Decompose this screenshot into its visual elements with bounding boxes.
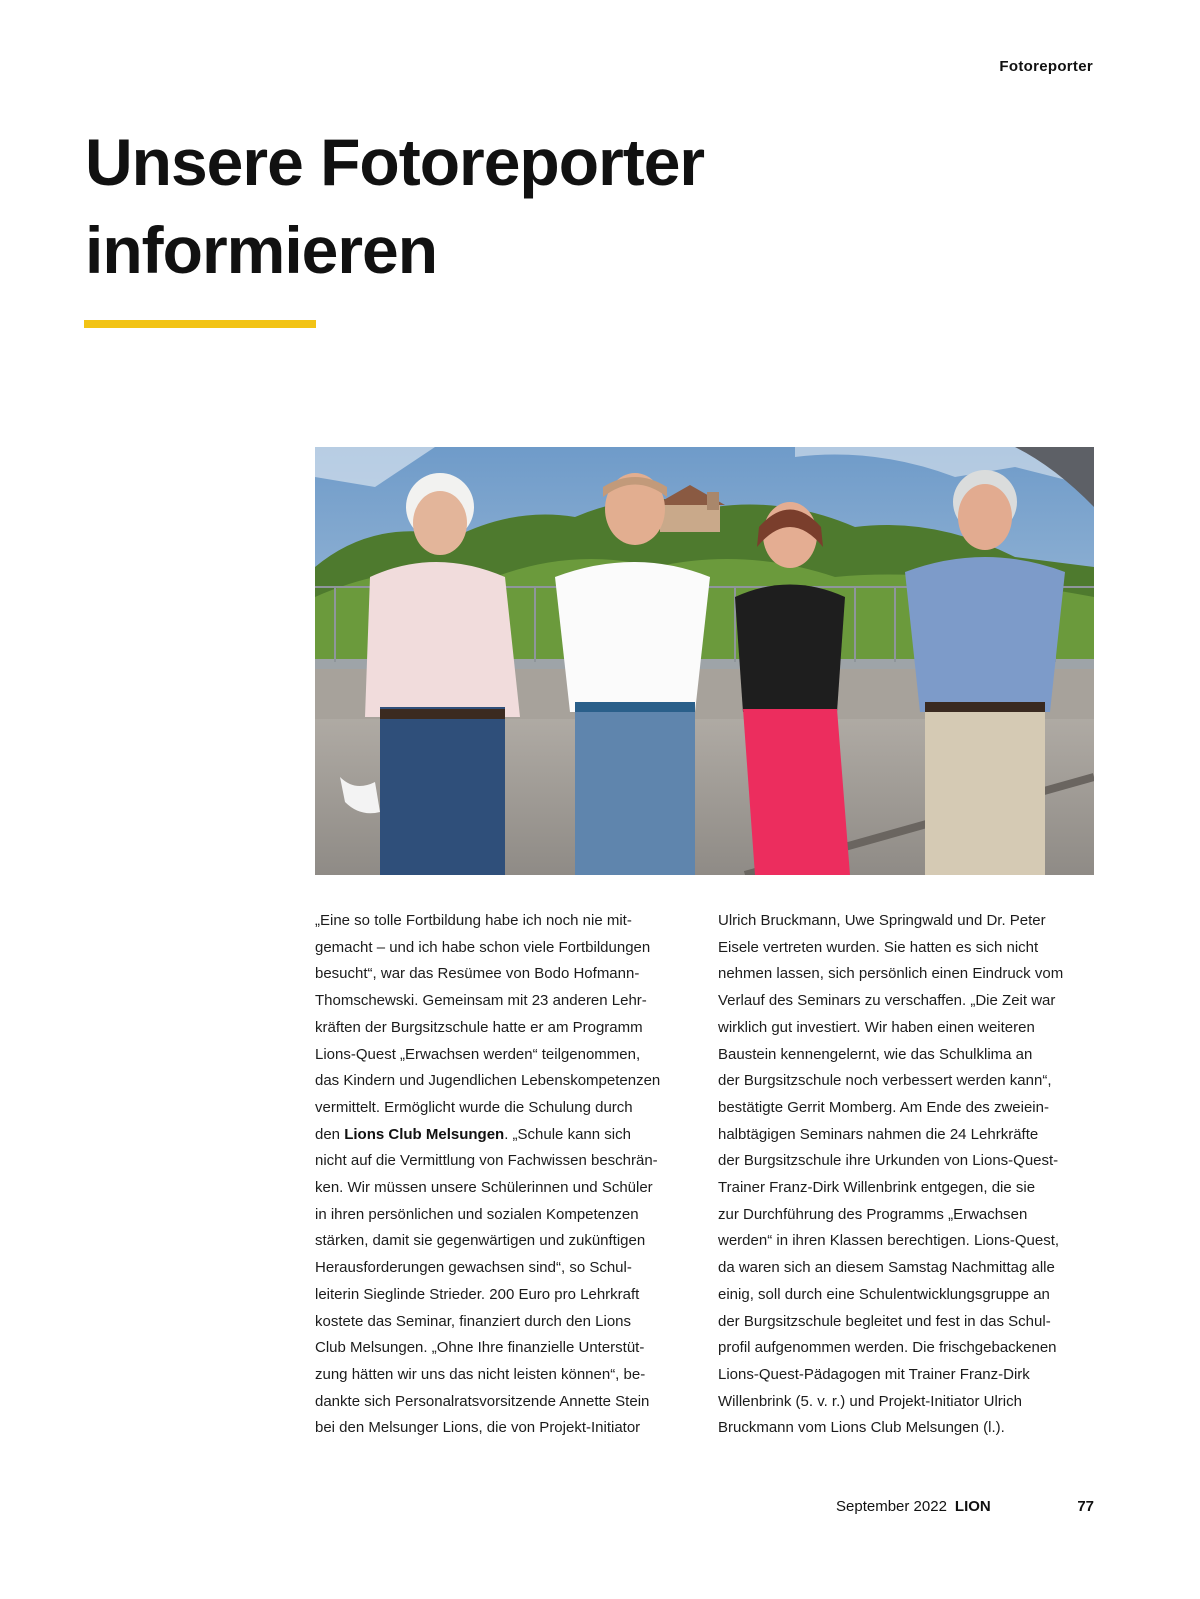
article-line: werden“ in ihren Klassen berechtigen. Lions-Quest,	[718, 1232, 1060, 1250]
group-photo	[315, 447, 1094, 875]
article-line: Eisele vertreten wurden. Sie hatten es sich nicht	[718, 938, 1039, 956]
title-line-2: informieren	[85, 213, 438, 287]
article-line: der Burgsitzschule ihre Urkunden von Lions-Quest-	[718, 1152, 1059, 1170]
article-line: Baustein kennengelernt, wie das Schulklima an	[718, 1045, 1033, 1063]
article-line: Lions-Quest-Pädagogen mit Trainer Franz-Dirk	[718, 1365, 1030, 1383]
article-line: kräften der Burgsitzschule hatte er am Programm	[315, 1018, 643, 1036]
magazine-name: LION	[954, 1498, 991, 1515]
article-line: zung hätten wir uns das nicht leisten können“, be-	[315, 1365, 646, 1383]
article-line: nehmen lassen, sich persönlich einen Eindruck vom	[718, 965, 1064, 983]
article-line: Verlauf des Seminars zu verschaffen. „Die Zeit war	[718, 992, 1056, 1010]
article-line: Willenbrink (5. v. r.) und Projekt-Initiator Ulrich	[718, 1392, 1022, 1410]
accent-rule	[84, 320, 316, 328]
article-line: „Eine so tolle Fortbildung habe ich noch nie mit-	[315, 912, 632, 929]
article-line: Ulrich Bruckmann, Uwe Springwald und Dr. Peter	[718, 912, 1046, 929]
article-line: besucht“, war das Resümee von Bodo Hofmann-	[315, 965, 640, 983]
article-text: . „Schule kann sich	[504, 1125, 631, 1143]
article-line: nicht auf die Vermittlung von Fachwissen beschrän-	[315, 1152, 658, 1170]
article-text: den	[315, 1125, 345, 1143]
article-line: der Burgsitzschule noch verbessert werden kann“,	[718, 1072, 1052, 1090]
article-line: Bruckmann vom Lions Club Melsungen (l.).	[718, 1419, 1005, 1437]
article-line: Herausforderungen gewachsen sind“, so Schul-	[315, 1259, 632, 1277]
article-line: ken. Wir müssen unsere Schülerinnen und Schüler	[315, 1179, 653, 1197]
article-line: bestätigte Gerrit Momberg. Am Ende des zweiein-	[718, 1098, 1049, 1116]
article-line: der Burgsitzschule begleitet und fest in das Schul-	[718, 1312, 1051, 1330]
title-line-1: Unsere Fotoreporter	[85, 125, 705, 199]
article-column-right	[718, 908, 1100, 1442]
article-line: stärken, damit sie gegenwärtigen und zukünftigen	[315, 1232, 646, 1250]
article-line: profil aufgenommen werden. Die frischgebackenen	[718, 1339, 1057, 1357]
page-number: 77	[1077, 1498, 1094, 1515]
article-line: Trainer Franz-Dirk Willenbrink entgegen, die sie	[718, 1179, 1036, 1197]
article-column-left	[315, 908, 695, 1442]
club-name: Lions Club Melsungen	[344, 1125, 505, 1143]
article-line: dankte sich Personalratsvorsitzende Annette Stein	[315, 1392, 650, 1410]
section-label: Fotoreporter	[999, 58, 1093, 75]
article-line: zur Durchführung des Programms „Erwachsen	[718, 1205, 1028, 1223]
article-line: Thomschewski. Gemeinsam mit 23 anderen Lehr-	[315, 992, 647, 1010]
article-line: wirklich gut investiert. Wir haben einen weiteren	[718, 1018, 1035, 1036]
article-line: kostete das Seminar, finanziert durch den Lions	[315, 1312, 632, 1330]
article-line: das Kindern und Jugendlichen Lebenskompetenzen	[315, 1072, 661, 1090]
page-footer	[700, 1498, 1094, 1515]
article-line: in ihren persönlichen und sozialen Kompetenzen	[315, 1205, 639, 1223]
article-line: vermittelt. Ermöglicht wurde die Schulung durch	[315, 1098, 633, 1116]
article-line: einig, soll durch eine Schulentwicklungsgruppe an	[718, 1285, 1050, 1303]
article-line: halbtägigen Seminars nahmen die 24 Lehrkräfte	[718, 1125, 1039, 1143]
page-title	[85, 118, 985, 294]
article-line: Club Melsungen. „Ohne Ihre finanzielle Unterstüt-	[315, 1339, 645, 1357]
article-line	[315, 1122, 695, 1149]
article-line: leiterin Sieglinde Strieder. 200 Euro pro Lehrkraft	[315, 1285, 640, 1303]
article-line: Lions-Quest „Erwachsen werden“ teilgenommen,	[315, 1045, 641, 1063]
issue-date: September 2022	[836, 1498, 947, 1515]
article-line: da waren sich an diesem Samstag Nachmittag alle	[718, 1259, 1055, 1277]
article-line: bei den Melsunger Lions, die von Projekt-Initiator	[315, 1419, 641, 1437]
article-line: gemacht – und ich habe schon viele Fortbildungen	[315, 938, 651, 956]
